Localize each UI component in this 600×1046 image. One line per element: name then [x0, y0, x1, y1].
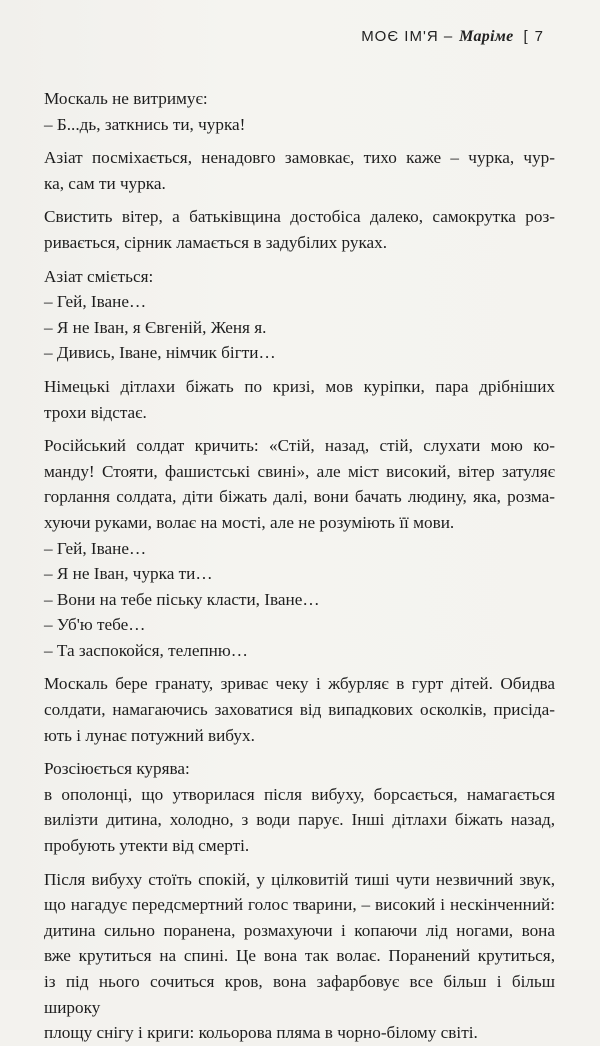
text-line: хуючи руками, волає на мості, але не розуміють її мови. [44, 512, 455, 532]
text-line: із під нього сочиться кров, вона зафарбовує все більш і більш широку [44, 972, 555, 1017]
page-number: 7 [534, 28, 544, 45]
text-line: Азіат сміється: [44, 266, 154, 286]
text-line: Російський солдат кричить: «Стій, назад, стій, слухати мою ко- [44, 436, 555, 456]
text-line: що нагадує передсмертний голос тварини, – високий і нескінченний: [44, 895, 555, 915]
text-line: – Я не Іван, я Євгеній, Женя я. [44, 317, 267, 337]
body-text [44, 86, 555, 1046]
running-header [361, 28, 544, 46]
text-line: – Вони на тебе піську класти, Іване… [44, 589, 320, 609]
text-line: вилізти дитина, холодно, з води парує. Інші дітлахи біжать назад, [44, 810, 555, 830]
text-line: Москаль не витримує: [44, 89, 208, 108]
text-line: вже крутиться на спині. Це вона так волає. Поранений крутиться, [44, 946, 555, 966]
text-line: – Уб'ю тебе… [44, 615, 146, 635]
header-separator: [ [523, 28, 529, 45]
text-line: – Я не Іван, чурка ти… [44, 564, 213, 584]
text-line: площу снігу і криги: кольорова пляма в чорно-білому світі. [44, 1023, 478, 1043]
text-line: Після вибуху стоїть спокій, у цілковитій тиші чути незвичний звук, [44, 869, 555, 889]
text-line: – Гей, Іване… [44, 538, 147, 558]
text-line: солдати, намагаючись заховатися від випадкових осколків, присіда- [44, 700, 555, 720]
text-line: в ополонці, що утворилася після вибуху, борсається, намагається [44, 784, 555, 804]
text-line: – Гей, Іване… [44, 292, 147, 312]
text-line: дитина сильно поранена, розмахуючи і копаючи лід ногами, вона [44, 920, 555, 940]
header-title-italic: Маріме [459, 28, 514, 45]
text-line: пробують утекти від смерті. [44, 836, 250, 856]
text-line: – Та заспокойся, телепню… [44, 640, 248, 660]
text-line: ка, сам ти чурка. [44, 173, 166, 193]
text-line: трохи відстає. [44, 402, 147, 422]
text-line: Розсіюється курява: [44, 759, 190, 779]
text-line: ють і лунає потужний вибух. [44, 725, 255, 745]
text-line: Німецькі дітлахи біжать по кризі, мов куріпки, пара дрібніших [44, 376, 555, 396]
text-line: манду! Стояти, фашистські свині», але міст високий, вітер затуляє [44, 461, 555, 481]
text-line: – Дивись, Іване, німчик бігти… [44, 343, 276, 363]
text-line: ривається, сірник ламається в задубілих руках. [44, 232, 388, 252]
text-line: горлання солдата, діти біжать далі, вони бачать людину, яка, розма- [44, 487, 555, 507]
text-line: Азіат посміхається, ненадовго замовкає, тихо каже – чурка, чур- [44, 148, 555, 168]
text-line: Свистить вітер, а батьківщина достобіса далеко, самокрутка роз- [44, 207, 555, 227]
text-line: Москаль бере гранату, зриває чеку і жбурляє в гурт дітей. Обидва [44, 674, 555, 694]
header-title: МОЄ ІМ'Я – [361, 28, 454, 45]
text-line: – Б...дь, заткнись ти, чурка! [44, 114, 246, 134]
